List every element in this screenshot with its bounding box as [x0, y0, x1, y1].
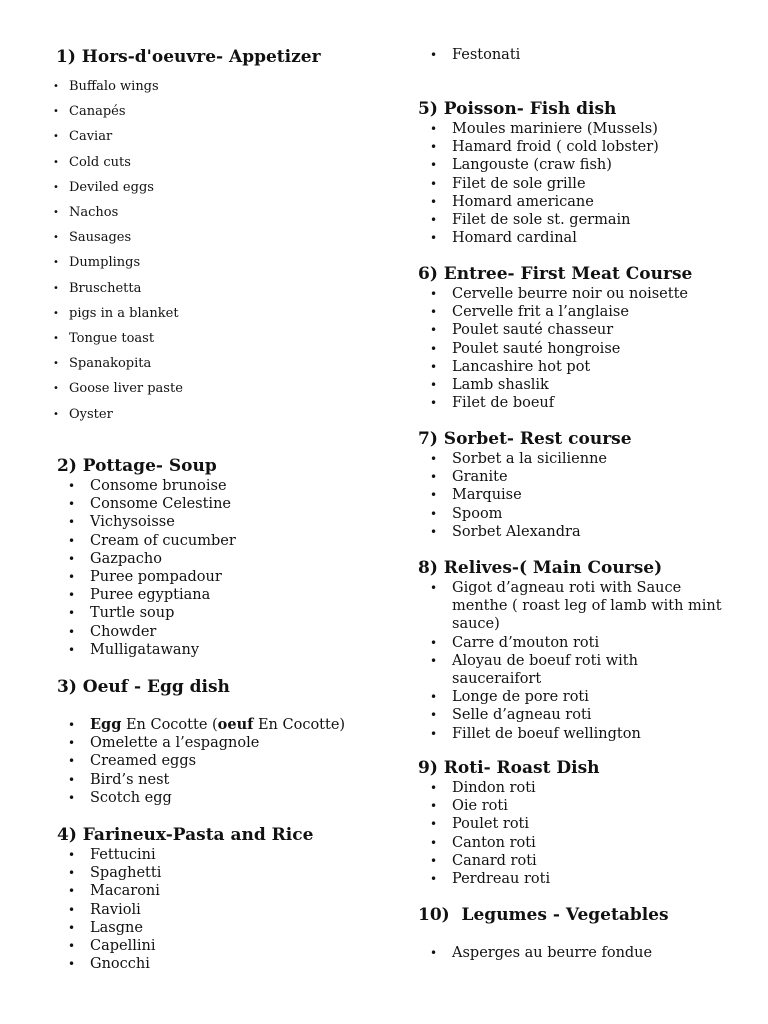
item-list	[90, 846, 313, 973]
list-item: • pigs in a blanket	[69, 301, 321, 326]
list-item: • Poulet sauté chasseur	[452, 321, 692, 339]
list-item: • Fettucini	[90, 846, 313, 864]
list-item: • Spaghetti	[90, 864, 313, 882]
item-list	[69, 74, 321, 427]
list-item: • Aloyau de boeuf roti with sauceraifort	[452, 652, 652, 688]
list-item: • Mulligatawany	[90, 641, 236, 659]
item-list	[452, 46, 520, 64]
list-item: • Gigot d’agneau roti with Sauce menthe ( roast leg of lamb with mint sauce)	[452, 579, 738, 634]
item-list	[452, 579, 738, 743]
section-pasta-rice	[57, 824, 313, 973]
section-title: 1) Hors-d'oeuvre- Appetizer	[56, 47, 321, 67]
list-item: • Fillet de boeuf wellington	[452, 725, 738, 743]
section-title: 7) Sorbet- Rest course	[418, 429, 632, 449]
item-list	[452, 944, 669, 962]
list-item: • Oyster	[69, 402, 321, 427]
list-item: • Poulet roti	[452, 815, 600, 833]
list-item: • Gnocchi	[90, 955, 313, 973]
list-item: • Omelette a l’espagnole	[90, 734, 345, 752]
item-list	[452, 285, 692, 412]
item-list	[452, 450, 632, 541]
item-list	[452, 120, 659, 247]
section-roast-dish	[418, 757, 600, 888]
bold-text: oeuf	[217, 716, 254, 733]
section-main-course	[418, 557, 738, 743]
section-appetizer	[56, 46, 321, 427]
list-item: • Tongue toast	[69, 326, 321, 351]
list-item: • Consome brunoise	[90, 477, 236, 495]
list-item: • Nachos	[69, 200, 321, 225]
list-item: • Deviled eggs	[69, 175, 321, 200]
list-item: • Lamb shaslik	[452, 376, 692, 394]
list-item: • Gazpacho	[90, 550, 236, 568]
list-item: • Sorbet a la sicilienne	[452, 450, 632, 468]
list-item: • Vichysoisse	[90, 513, 236, 531]
list-item: • Filet de boeuf	[452, 394, 692, 412]
list-item: • Caviar	[69, 124, 321, 149]
list-item: • Cream of cucumber	[90, 532, 236, 550]
list-item: • Macaroni	[90, 882, 313, 900]
bold-text: Egg	[90, 716, 122, 733]
list-item: • Perdreau roti	[452, 870, 600, 888]
section-rest-course	[418, 428, 632, 541]
list-item	[90, 716, 345, 734]
list-item: • Sorbet Alexandra	[452, 523, 632, 541]
list-item: • Langouste (craw fish)	[452, 156, 659, 174]
list-item: • Poulet sauté hongroise	[452, 340, 692, 358]
section-title: 10) Legumes - Vegetables	[418, 905, 669, 925]
list-item: • Lancashire hot pot	[452, 358, 692, 376]
section-first-meat-course	[418, 263, 692, 412]
section-pasta-rice-continued	[452, 46, 520, 64]
list-item: • Turtle soup	[90, 604, 236, 622]
list-item: • Asperges au beurre fondue	[452, 944, 669, 962]
section-title: 6) Entree- First Meat Course	[418, 264, 693, 284]
list-item: • Goose liver paste	[69, 376, 321, 401]
list-item: • Homard cardinal	[452, 229, 659, 247]
section-title: 5) Poisson- Fish dish	[418, 99, 617, 119]
list-item: • Ravioli	[90, 901, 313, 919]
list-item: • Selle d’agneau roti	[452, 706, 738, 724]
section-soup	[57, 455, 236, 659]
list-item: • Puree pompadour	[90, 568, 236, 586]
list-item: • Marquise	[452, 486, 632, 504]
item-list	[452, 779, 600, 888]
list-item: • Cervelle beurre noir ou noisette	[452, 285, 692, 303]
list-item: • Granite	[452, 468, 632, 486]
list-item: • Canapés	[69, 99, 321, 124]
list-item: • Moules mariniere (Mussels)	[452, 120, 659, 138]
list-item: • Bruschetta	[69, 276, 321, 301]
section-title: 3) Oeuf - Egg dish	[57, 677, 230, 697]
list-item: • Spanakopita	[69, 351, 321, 376]
item-list	[90, 716, 345, 807]
list-item: • Capellini	[90, 937, 313, 955]
section-title: 2) Pottage- Soup	[57, 456, 217, 476]
list-item: • Oie roti	[452, 797, 600, 815]
list-item: • Cervelle frit a l’anglaise	[452, 303, 692, 321]
item-text: En Cocotte)	[253, 717, 346, 733]
list-item: • Lasgne	[90, 919, 313, 937]
section-fish-dish	[418, 98, 659, 247]
list-item: • Buffalo wings	[69, 74, 321, 99]
section-vegetables	[418, 904, 669, 962]
list-item: • Cold cuts	[69, 150, 321, 175]
list-item: • Chowder	[90, 623, 236, 641]
list-item: • Canton roti	[452, 834, 600, 852]
list-item: • Canard roti	[452, 852, 600, 870]
list-item: • Scotch egg	[90, 789, 345, 807]
list-item: • Dumplings	[69, 250, 321, 275]
section-title: 4) Farineux-Pasta and Rice	[57, 825, 314, 845]
list-item: • Carre d’mouton roti	[452, 634, 738, 652]
list-item: • Longe de pore roti	[452, 688, 738, 706]
list-item: • Festonati	[452, 46, 520, 64]
list-item: • Homard americane	[452, 193, 659, 211]
list-item: • Sausages	[69, 225, 321, 250]
list-item: • Hamard froid ( cold lobster)	[452, 138, 659, 156]
list-item: • Consome Celestine	[90, 495, 236, 513]
item-list	[90, 477, 236, 659]
list-item: • Puree egyptiana	[90, 586, 236, 604]
list-item: • Filet de sole st. germain	[452, 211, 659, 229]
list-item: • Bird’s nest	[90, 771, 345, 789]
list-item: • Filet de sole grille	[452, 175, 659, 193]
section-title: 8) Relives-( Main Course)	[418, 558, 663, 578]
list-item: • Spoom	[452, 505, 632, 523]
list-item: • Dindon roti	[452, 779, 600, 797]
item-text: En Cocotte (	[121, 717, 218, 733]
section-title: 9) Roti- Roast Dish	[418, 758, 600, 778]
section-egg-dish	[57, 676, 345, 807]
list-item: • Creamed eggs	[90, 752, 345, 770]
